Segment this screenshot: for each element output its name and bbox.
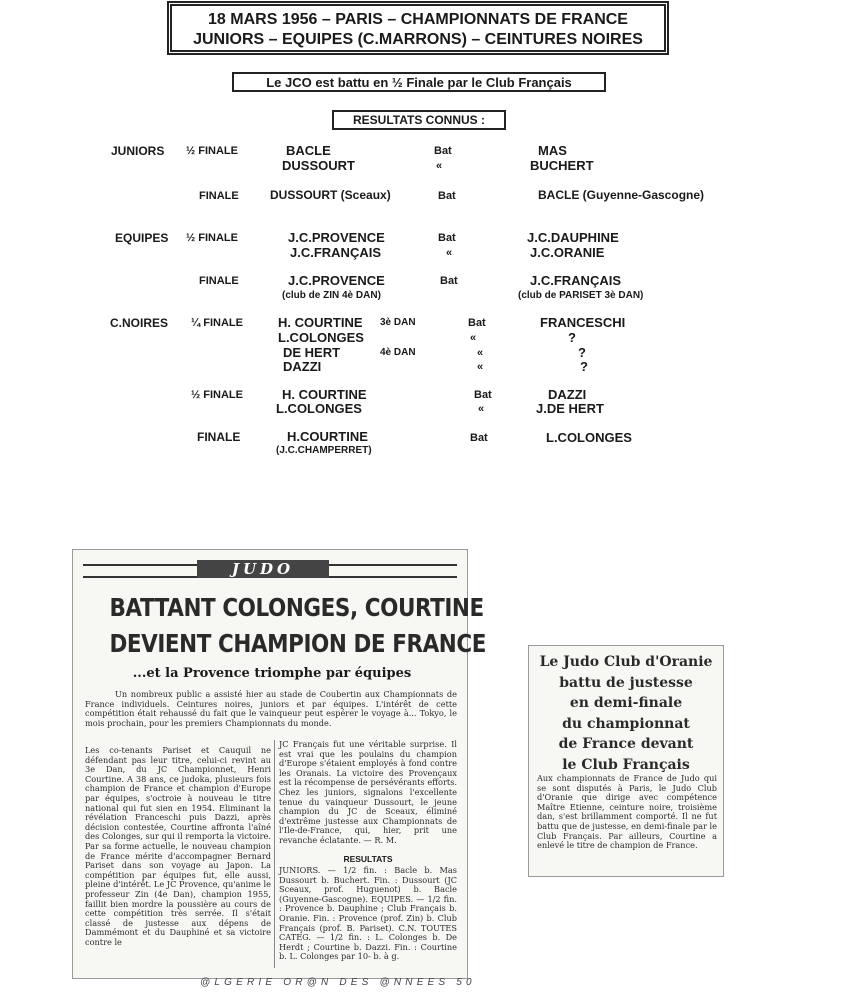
- winner-name: DUSSOURT (Sceaux): [270, 188, 391, 202]
- loser-name: FRANCESCHI: [540, 315, 626, 330]
- subtitle-box: Le JCO est battu en ½ Finale par le Club Français: [232, 72, 606, 92]
- round-label: FINALE: [199, 275, 239, 287]
- category-label: C.NOIRES: [110, 316, 169, 330]
- loser-name: DAZZI: [548, 387, 587, 402]
- loser-name: J.C.DAUPHINE: [527, 230, 619, 245]
- verdict: «: [477, 347, 484, 359]
- winner-name: DUSSOURT: [282, 158, 355, 173]
- verdict: «: [477, 361, 484, 373]
- round-label: ½ FINALE: [186, 145, 238, 157]
- verdict: Bat: [438, 190, 456, 202]
- winner-name: DAZZI: [283, 359, 322, 374]
- verdict: Bat: [470, 432, 488, 444]
- oranie-headline: [535, 652, 717, 775]
- winner-name: H. COURTINE: [278, 315, 363, 330]
- category-label: EQUIPES: [115, 231, 169, 245]
- loser-name: J.DE HERT: [536, 401, 604, 416]
- headline-line: du championnat: [562, 715, 690, 732]
- verdict: «: [436, 160, 443, 172]
- round-label: FINALE: [199, 190, 239, 202]
- article-column-left: Les co-tenants Pariset et Cauquil ne défendant pas leur titre, celui-ci revint au 3e Dan, du JC Championnet, Henri Courtine. A 38 ans, ce judoka, plusieurs fois champion de France et champion d'Europe par équipes, s'octroie à nouveau le titre national qui fut sien en 1954. Eliminant la révélation Franceschi puis Dazzi, après décision contestée, Courtine affronta l'aîné des Colonges, sur qui il remporta la victoire. Par sa forme actuelle, le nouveau champion de France mérite d'accompagner Bernard Pariset dans son voyage au Japon. La compétition par équipes fut, elle aussi, pleine d'intérêt. Le JC Provence, qu'anime le professeur Zin (4e Dan), champion 1955, faillit bien mordre la poussière au cours de cette compétition très serrée. Il s'était classé de justesse aux dépens de Dammémont et du Dauphiné et sa victoire contre le: [85, 745, 271, 947]
- club-note: (J.C.CHAMPERRET): [276, 445, 372, 456]
- verdict: Bat: [474, 389, 492, 401]
- loser-name: ?: [568, 330, 576, 345]
- results-title-box: RESULTATS CONNUS :: [332, 110, 506, 130]
- winner-name: J.C.FRANÇAIS: [290, 245, 382, 260]
- category-label: JUNIORS: [111, 144, 165, 158]
- lead-paragraph: Un nombreux public a assisté hier au stade de Coubertin aux Championnats de France individuels. Ceintures noires, juniors et par équipes. L'intérêt de cette compétition était rehaussé du fait que le vainqueur peut espérer le voyage à... Tokyo, le mois prochain, pour les premiers Championnats du monde.: [85, 689, 457, 728]
- dan-note: 4è DAN: [380, 347, 416, 358]
- oranie-article-body: Aux championnats de France de Judo qui se sont disputés à Paris, le Judo Club d'Oranie que dirige avec compétence Maître Etienne, ceinture noire, troisième dan, s'est brillamment comporté. Il ne fut battu que de justesse, en demi-finale par le Club Français. Par ailleurs, Courtine a enlevé le titre de champion de France.: [537, 773, 717, 851]
- newspaper-clipping-oranie: [528, 645, 724, 877]
- club-note: (club de PARISET 3è DAN): [518, 290, 644, 301]
- loser-name: BACLE (Guyenne-Gascogne): [538, 188, 705, 202]
- loser-name: J.C.FRANÇAIS: [530, 273, 622, 288]
- article-column-right: JC Français fut une véritable surprise. Il est vrai que les poulains du champion d'Europe s'étaient employés à fond contre les Oranais. La victoire des Provençaux est la récompense de persévérants efforts. Chez les juniors, signalons l'excellente tenue du vainqueur Dussourt, le jeune champion du JC de Sceaux, éliminé d'extrême justesse aux Championnats de l'Ile-de-France, qui, hier, prit une revanche éclatante. — R. M.: [279, 739, 457, 845]
- loser-name: BUCHERT: [530, 158, 594, 173]
- deck-subheadline: ...et la Provence triomphe par équipes: [132, 666, 412, 681]
- verdict: Bat: [468, 317, 486, 329]
- headline-line: de France devant: [558, 736, 694, 752]
- results-heading: RESULTATS: [343, 854, 393, 864]
- headline-line: en demi-finale: [569, 695, 683, 711]
- winner-name: H. COURTINE: [282, 387, 367, 402]
- results-paragraph: JUNIORS. — 1/2 fin. : Bacle b. Mas Dussourt b. Buchert. Fin. : Dussourt (JC Sceaux, prof. Huguenot) b. Bacle (Guyenne-Gascogne). EQUIPES. — 1/2 fin. : Provence b. Dauphine ; Club Français b. Oranie. Fin. : Provence (prof. Zin) b. Club Français (prof. B. Pariset). C.N. TOUTES CATEG. — 1/2 fin. : L. Colonges b. De Herdt ; Courtine b. Dazzi. Fin. : Courtine b. L. Colonges par 10- b. à g.: [279, 865, 457, 962]
- verdict: «: [478, 403, 485, 415]
- winner-name: L.COLONGES: [276, 401, 362, 416]
- footer-credit: @LGERIE OR@N DES @NNEES 50: [200, 977, 476, 988]
- loser-name: MAS: [538, 143, 567, 158]
- judo-banner: JUDO: [197, 560, 329, 578]
- round-label: ½ FINALE: [186, 232, 238, 244]
- verdict: Bat: [434, 145, 452, 157]
- winner-name: J.C.PROVENCE: [288, 273, 385, 288]
- newspaper-clipping-main: [72, 549, 486, 979]
- loser-name: L.COLONGES: [546, 430, 632, 445]
- winner-name: H.COURTINE: [287, 429, 368, 444]
- club-note: (club de ZIN 4è DAN): [282, 290, 381, 301]
- winner-name: DE HERT: [283, 345, 341, 360]
- header-line2: JUNIORS – EQUIPES (C.MARRONS) – CEINTURES NOIRES: [193, 31, 643, 48]
- headline-line: battu de justesse: [559, 674, 693, 691]
- winner-name: BACLE: [286, 143, 331, 158]
- headline-line2: DEVIENT CHAMPION DE FRANCE: [109, 629, 486, 658]
- loser-name: J.C.ORANIE: [530, 245, 605, 260]
- headline-line1: BATTANT COLONGES, COURTINE: [109, 593, 484, 622]
- dan-note: 3è DAN: [380, 317, 416, 328]
- column-divider: [274, 740, 275, 968]
- round-label: ½ FINALE: [191, 389, 243, 401]
- verdict: Bat: [440, 275, 458, 287]
- verdict: «: [470, 332, 477, 344]
- winner-name: L.COLONGES: [278, 330, 364, 345]
- verdict: Bat: [438, 232, 456, 244]
- round-label: ¼ FINALE: [191, 317, 243, 329]
- loser-name: ?: [578, 345, 586, 360]
- headline-line: Le Judo Club d'Oranie: [539, 654, 713, 670]
- headline-line: le Club Français: [562, 756, 690, 773]
- round-label: FINALE: [197, 430, 241, 444]
- verdict: «: [446, 247, 453, 259]
- header-box: [170, 4, 666, 52]
- header-line1: 18 MARS 1956 – PARIS – CHAMPIONNATS DE FRANCE: [208, 11, 628, 28]
- winner-name: J.C.PROVENCE: [288, 230, 385, 245]
- loser-name: ?: [580, 359, 588, 374]
